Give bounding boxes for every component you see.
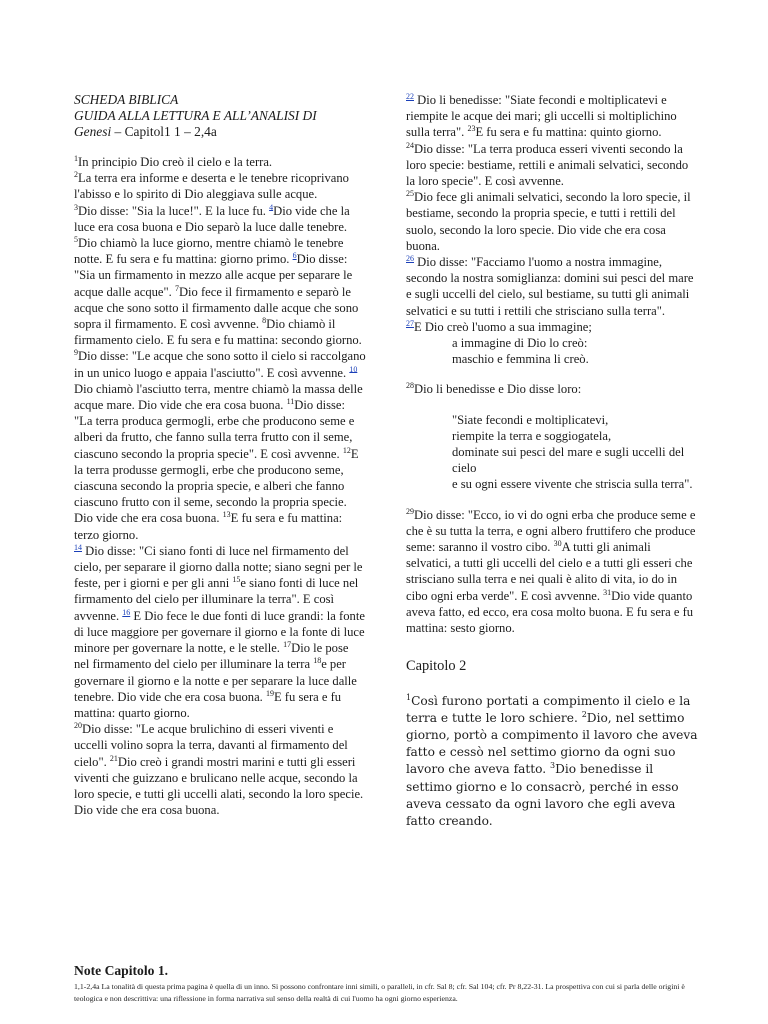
- verse-number: 20: [74, 720, 82, 730]
- verse-number: 19: [265, 688, 274, 698]
- header-line-2: GUIDA ALLA LETTURA E ALL’ANALISI DI: [74, 108, 317, 123]
- blessing-poem: [452, 412, 698, 493]
- verses-14-19: $^{14}$ Dio disse: "Ci siano fonti di luce nel firmamento del cielo, per separare il giorno dalla notte; siano segni per le feste, per i giorni e per gli anni $^{15}$e siano fonti di luce nel firmamento del cielo per illuminare la terra". E così avvenne. $^{16}$ E Dio fece le due fonti di luce grandi: la fonte di luce maggiore per governare il giorno e la fonte di luce minore per governare la notte, e le stelle. $^{17}$Dio le pose nel firmamento del cielo per illuminare la terra $^{18}$e per governare il giorno e la notte e per separare la luce dalle tenebre. Dio vide che era cosa buona. $^{19}$E fu sera e fu mattina: quarto giorno.: [74, 542, 365, 720]
- header-line-1: SCHEDA BIBLICA: [74, 92, 179, 107]
- verse-number: 25: [406, 189, 414, 199]
- footnote-link-4[interactable]: 4: [269, 202, 274, 212]
- header-line-3: [74, 124, 366, 140]
- poem-line: "Siate fecondi e moltiplicatevi,: [452, 412, 609, 427]
- verse-number: 30: [553, 538, 562, 548]
- verse-number: 9: [74, 348, 78, 358]
- verse-1: $^1$In principio Dio creò il cielo e la terra.: [74, 153, 273, 169]
- footnote-link-14[interactable]: 14: [74, 542, 82, 552]
- verses-5-8: $^5$Dio chiamò la luce giorno, mentre chiamò le tenebre notte. E fu sera e fu mattina: giorno primo. $^6$Dio disse: "Sia un firmamento in mezzo alle acque per separare le acque dalle acque". $^7$Dio fece il firmamento e separò le acque che sono sotto il firmamento dalle acque che sono sopra il firmamento. E così avvenne. $^8$Dio chiamò il firmamento cielo. E fu sera e fu mattina: secondo giorno.: [74, 234, 362, 348]
- footnote-link-6[interactable]: 6: [292, 251, 297, 261]
- verse-number: 28: [406, 381, 414, 391]
- right-column: [406, 92, 698, 830]
- chapter-ref: – Capitol1 1 – 2,4a: [111, 124, 217, 139]
- footnote-link-26[interactable]: 26: [406, 253, 414, 263]
- verse-27: $^{27}$E Dio creò l'uomo a sua immagine;: [406, 318, 592, 334]
- notes-text: 1,1-2,4a La tonalità di questa prima pagina è quella di un inno. Si possono confrontare inni simili, o paralleli, in cfr. Sal 8; cfr. Sal 104; cfr. Pr 8,22-31. La prospettiva con cui si parla delle origini è teologica e non descrittiva: una riflessione in forma narrativa sul senso della realtà di cui l'uomo ha ogni giorno esperienza.: [74, 982, 685, 1003]
- verse-number: 5: [74, 234, 78, 244]
- verse-27-line-2: a immagine di Dio lo creò:: [452, 336, 588, 351]
- verse-number: 12: [342, 445, 351, 455]
- left-column: [74, 92, 366, 818]
- verse-24: $^{24}$Dio disse: "La terra produca esseri viventi secondo la loro specie: bestiame, rettili e animali selvatici, secondo la loro specie". E così avvenne.: [406, 140, 689, 189]
- footnote-link-16[interactable]: 16: [122, 607, 131, 617]
- poem-line: e su ogni essere vivente che striscia sulla terra".: [452, 477, 693, 492]
- verse-number: 31: [603, 587, 612, 597]
- verse-number: 2: [581, 709, 587, 719]
- verse-number: 13: [222, 510, 231, 520]
- poem-line: riempite la terra e soggiogatela,: [452, 428, 612, 443]
- verses-3-4: $^3$Dio disse: "Sia la luce!". E la luce fu. $^4$Dio vide che la luce era cosa buona e Dio separò la luce dalle tenebre.: [74, 202, 350, 234]
- footnote-link-27[interactable]: 27: [406, 318, 414, 328]
- verse-number: 24: [406, 140, 414, 150]
- verse-25: $^{25}$Dio fece gli animali selvatici, secondo la loro specie, il bestiame, secondo la propria specie, e tutti i rettili del suolo, secondo la loro specie. Dio vide che era cosa buona.: [406, 189, 691, 253]
- verse-28-intro: $^{28}$Dio li benedisse e Dio disse loro:: [406, 381, 582, 397]
- verse-number: 8: [262, 315, 267, 325]
- verse-number: 21: [109, 753, 118, 763]
- verses-22-23: $^{22}$ Dio li benedisse: "Siate fecondi e moltiplicatevi e riempite le acque dei mari; gli uccelli si moltiplichino sulla terra". $^{23}$E fu sera e fu mattina: quinto giorno.: [406, 91, 677, 140]
- verses-29-31: $^{29}$Dio disse: "Ecco, io vi do ogni erba che produce seme e che è su tutta la terra, e ogni albero fruttifero che produce seme: saranno il vostro cibo. $^{30}$A tutti gli animali selvatici, a tutti gli uccelli del cielo e a tutti gli esseri che strisciano sulla terra e nei quali è alito di vita, io do in cibo ogni erba verde". E così avvenne. $^{31}$Dio vide quanto aveva fatto, ed ecco, era cosa molto buona. E fu sera e fu mattina: sesto giorno.: [406, 506, 696, 636]
- verse-2: $^2$La terra era informe e deserta e le tenebre ricoprivano l'abisso e lo spirito di Dio aleggiava sulle acque.: [74, 170, 349, 202]
- verse-number: 7: [174, 283, 179, 293]
- verse-number: 1: [74, 153, 78, 163]
- verse-number: 18: [313, 656, 322, 666]
- verse-number: 23: [467, 124, 476, 134]
- verse-number: 2: [74, 170, 78, 180]
- notes-section: [74, 963, 694, 1005]
- verse-number: 15: [232, 575, 241, 585]
- verses-9-13: $^9$Dio disse: "Le acque che sono sotto il cielo si raccolgano in un unico luogo e appaia l'asciutto". E così avvenne. $^{10}$ Dio chiamò l'asciutto terra, mentre chiamò la massa delle acque mare. Dio vide che era cosa buona. $^{11}$Dio disse: "La terra produca germogli, erbe che producono seme e alberi da frutto, che fanno sulla terra frutto con il seme, ciascuno secondo la propria specie". E così avvenne. $^{12}$E la terra produsse germogli, erbe che producono seme, ciascuna secondo la propria specie, e alberi che fanno ciascuno frutto con il seme, secondo la propria specie. Dio vide che era cosa buona. $^{13}$E fu sera e fu mattina: terzo giorno.: [74, 348, 366, 542]
- poem-line: dominate sui pesci del mare e sugli uccelli del cielo: [452, 445, 685, 476]
- verse-number: 17: [283, 639, 292, 649]
- verse-number: 3: [74, 202, 78, 212]
- chapter-2-title: Capitolo 2: [406, 658, 467, 675]
- notes-title: Note Capitolo 1.: [74, 963, 169, 978]
- book-name: Genesi: [74, 124, 112, 139]
- chapter-2-verses: $^1$Così furono portati a compimento il cielo e la terra e tutte le loro schiere. $^2$Dio, nel settimo giorno, portò a compimento il lavoro che aveva fatto e cessò nel settimo giorno da ogni suo lavoro che aveva fatto. $^3$Dio benedisse il settimo giorno e lo consacrò, perché in esso aveva cessato da ogni lavoro che egli aveva fatto creando.: [406, 692, 698, 828]
- verse-number: 29: [406, 506, 414, 516]
- footnote-link-10[interactable]: 10: [349, 364, 358, 374]
- verse-number: 11: [286, 396, 295, 406]
- verses-20-21: $^{20}$Dio disse: "Le acque brulichino di esseri viventi e uccelli volino sopra la terra, davanti al firmamento del cielo". $^{21}$Dio creò i grandi mostri marini e tutti gli esseri viventi che guizzano e brulicano nelle acque, secondo la loro specie, e tutti gli uccelli alati, secondo la loro specie. Dio vide che era cosa buona.: [74, 720, 364, 818]
- verse-27-line-3: maschio e femmina li creò.: [452, 352, 589, 367]
- verse-26: $^{26}$ Dio disse: "Facciamo l'uomo a nostra immagine, secondo la nostra somiglianza: domini sui pesci del mare e sugli uccelli del cielo, sul bestiame, su tutti gli animali selvatici e su tutti i rettili che strisciano sulla terra".: [406, 253, 694, 318]
- verse-number: 3: [550, 761, 556, 771]
- footnote-link-22[interactable]: 22: [406, 91, 414, 101]
- verse-number: 1: [406, 692, 412, 702]
